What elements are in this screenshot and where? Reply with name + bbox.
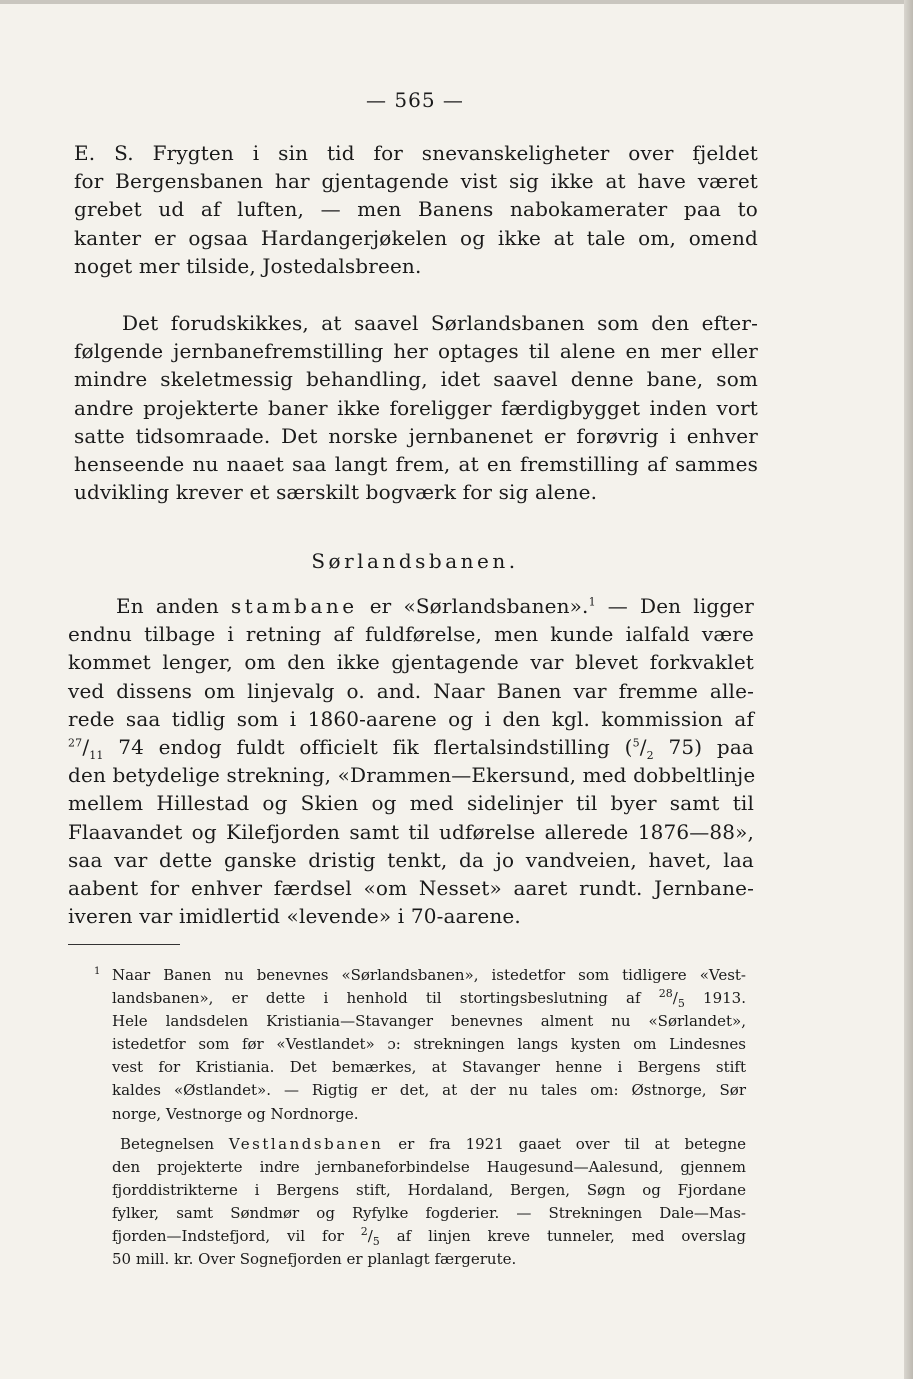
text-line: henseende nu naaet saa langt frem, at en fremstilling af sammes — [74, 452, 758, 477]
fraction-numerator: 27 — [68, 736, 83, 750]
text-segment: 1913. — [703, 989, 746, 1008]
fraction-numerator: 5 — [632, 736, 640, 750]
text-line: for Bergensbanen har gjentagende vist sig ikke at have været — [74, 169, 758, 194]
fraction-slash: / — [82, 735, 90, 760]
footnote-line: istedetfor som før «Vestlandet» ɔ: strekningen langs kysten om Lindesnes — [112, 1035, 746, 1054]
text-line: udvikling krever et særskilt bogværk for sig alene. — [74, 480, 598, 505]
footnote-2 — [112, 1133, 746, 1272]
footnote-line: Naar Banen nu benevnes «Sørlandsbanen», istedetfor som tidligere «Vest- — [112, 966, 746, 984]
text-line — [68, 733, 754, 761]
text-line: mindre skeletmessig behandling, idet saavel denne bane, som — [74, 367, 758, 392]
fraction-numerator: 28 — [658, 987, 673, 1001]
fraction-slash: / — [367, 1227, 373, 1246]
paragraph-2 — [74, 309, 758, 506]
text-line: følgende jernbanefremstilling her optages til alene en mer eller — [74, 339, 758, 364]
footnote-marker: 1 — [94, 966, 101, 977]
footnote-line: kaldes «Østlandet». — Rigtig er det, at der nu tales om: Østnorge, Sør — [112, 1081, 746, 1100]
footnote-1 — [112, 964, 746, 1126]
spaced-term: stambane — [230, 594, 358, 618]
text-line: endnu tilbage i retning af fuldførelse, men kunde ialfald være — [68, 622, 754, 647]
text-line: mellem Hillestad og Skien og med sidelinjer til byer samt til — [68, 791, 754, 816]
text-segment: er «Sørlandsbanen». — [369, 594, 589, 618]
footnote-divider — [68, 944, 180, 945]
paragraph-1 — [74, 139, 758, 280]
spaced-term: Vestlandsbanen — [228, 1135, 384, 1153]
text-line: den betydelige strekning, «Drammen—Ekersund, med dobbeltlinje — [68, 763, 756, 788]
fraction-slash: / — [672, 989, 678, 1008]
text-segment: er fra 1921 gaaet over til at betegne — [398, 1135, 746, 1153]
text-line: rede saa tidlig som i 1860-aarene og i den kgl. kommission af — [68, 706, 754, 731]
text-segment: En anden — [116, 594, 219, 618]
footnote-line: fylker, samt Søndmør og Ryfylke fogderier. — Strekningen Dale—Mas- — [112, 1204, 746, 1223]
footnote-reference: 1 — [588, 595, 596, 609]
footnote-line: 50 mill. kr. Over Sognefjorden er planlagt færgerute. — [112, 1250, 517, 1269]
footnote-line: vest for Kristiania. Det bemærkes, at Stavanger henne i Bergens stift — [112, 1058, 746, 1077]
fraction-numerator: 2 — [360, 1225, 368, 1239]
footnote-line: fjorddistrikterne i Bergens stift, Hordaland, Bergen, Søgn og Fjordane — [112, 1181, 746, 1200]
text-line: aabent for enhver færdsel «om Nesset» aaret rundt. Jernbane- — [68, 876, 754, 901]
paragraph-3 — [68, 592, 754, 930]
text-line: kommet lenger, om den ikke gjentagende var blevet forkvaklet — [68, 650, 754, 675]
text-line: Flaavandet og Kilefjorden samt til udførelse allerede 1876—88», — [68, 819, 754, 844]
page-right-edge — [904, 0, 913, 1379]
text-segment: 74 endog fuldt officielt fik flertalsindstilling ( — [118, 735, 633, 760]
text-segment: 75) paa — [668, 735, 755, 760]
section-heading: Sørlandsbanen. — [311, 549, 519, 573]
text-line: E. S. Frygten i sin tid for snevanskeligheter over fjeldet — [74, 141, 758, 165]
text-segment: fjorden—Indstefjord, vil for — [112, 1227, 344, 1246]
text-line: Det forudskikkes, at saavel Sørlandsbanen som den efter- — [122, 311, 758, 335]
text-segment: landsbanen», er dette i henhold til stortingsbeslutning af — [112, 989, 641, 1008]
fraction-denominator: 2 — [646, 749, 654, 763]
footnote-line — [112, 1225, 746, 1248]
text-line: satte tidsomraade. Det norske jernbanenet er forøvrig i enhver — [74, 423, 758, 448]
fraction-denominator: 5 — [677, 997, 685, 1011]
text-line: saa var dette ganske dristig tenkt, da jo vandveien, havet, laa — [68, 847, 754, 872]
page-number: — 565 — — [366, 88, 464, 112]
text-line: noget mer tilside, Jostedalsbreen. — [74, 253, 422, 278]
fraction-denominator: 5 — [372, 1235, 380, 1249]
footnote-line — [112, 1133, 746, 1156]
footnote-line: Hele landsdelen Kristiania—Stavanger benevnes alment nu «Sørlandet», — [112, 1012, 746, 1031]
footnote-line: den projekterte indre jernbaneforbindelse Haugesund—Aalesund, gjennem — [112, 1158, 746, 1177]
text-line: ved dissens om linjevalg o. and. Naar Banen var fremme alle- — [68, 678, 754, 703]
text-segment: — Den ligger — [607, 594, 754, 618]
text-line: andre projekterte baner ikke foreligger færdigbygget inden vort — [74, 395, 758, 420]
text-line: iveren var imidlertid «levende» i 70-aarene. — [68, 904, 521, 929]
text-line: kanter er ogsaa Hardangerjøkelen og ikke at tale om, omend — [74, 225, 758, 250]
text-segment: Betegnelsen — [120, 1135, 214, 1153]
fraction-slash: / — [639, 735, 647, 760]
text-line: grebet ud af luften, — men Banens nabokamerater paa to — [74, 197, 758, 222]
text-segment: af linjen kreve tunneler, med overslag — [396, 1227, 746, 1246]
footnote-line: norge, Vestnorge og Nordnorge. — [112, 1104, 359, 1123]
footnote-line — [112, 987, 746, 1010]
page-top-edge — [0, 0, 913, 4]
text-line — [68, 592, 754, 620]
fraction-denominator: 11 — [89, 749, 104, 763]
